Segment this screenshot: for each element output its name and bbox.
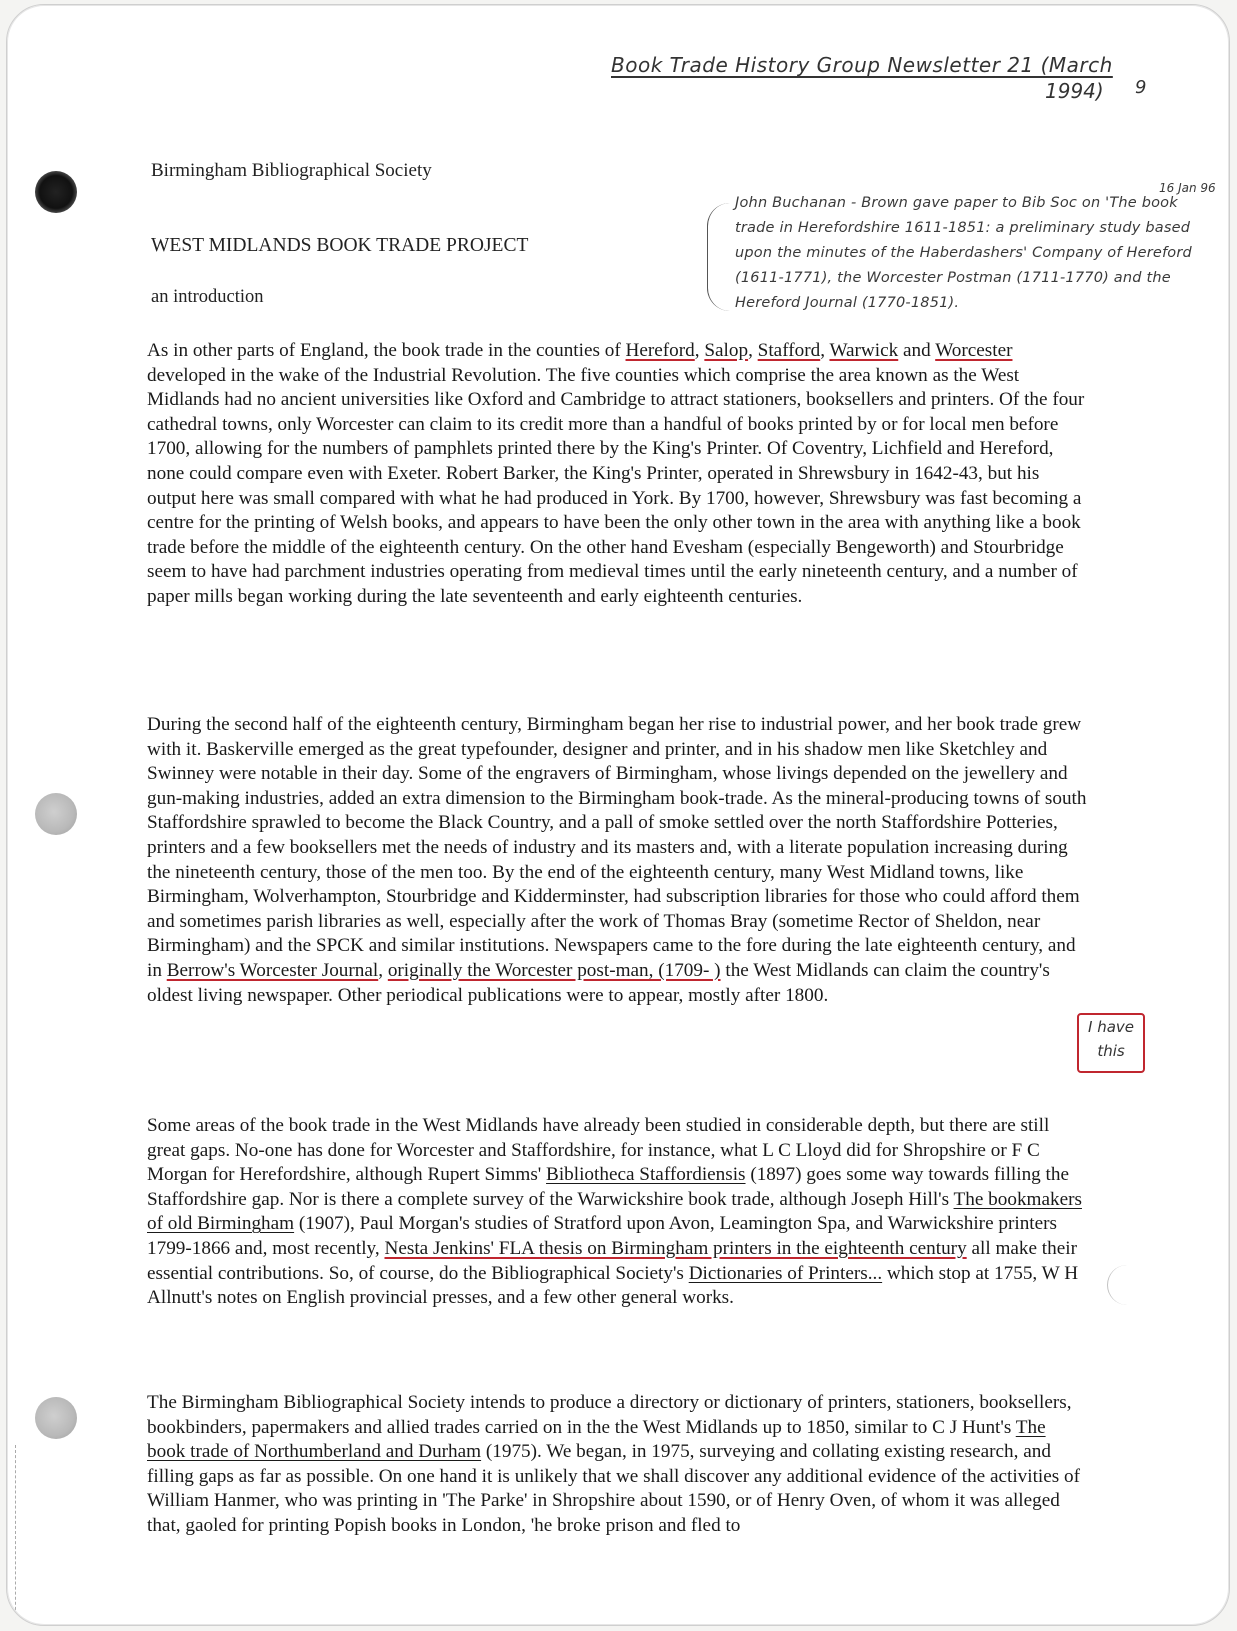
underlined-jenkins-thesis: Nesta Jenkins' FLA thesis on Birmingham printers in the eighteenth century xyxy=(384,1237,967,1259)
text-run: (1975). We began, in 1975, surveying and collating existing research, and filling gaps as far as possible. On one hand it is unlikely that we shall discover any additional evidence of the activities of William Hanmer, who was printing in 'The Parke' in Shropshire about 1590, or of Henry Oven, of whom it was alleged that, gaoled for printing Popish books in London, 'he broke prison and fled to xyxy=(147,1441,1081,1536)
underlined-county-salop: Salop xyxy=(704,340,749,361)
underlined-county-warwick: Warwick xyxy=(829,340,899,361)
underlined-county-hereford: Hereford xyxy=(625,340,695,361)
text-run: developed in the wake of the Industrial Revolution. The five counties which comprise the area known as the West Midlands had no ancient universities like Oxford and Cambridge to attract stationers, booksellers and printers. Of the four cathedral towns, only Worcester can claim to its credit more than a handful of books printed by or for local men before 1700, allowing for the numbers of pamphlets printed there by the King's Printer. Of Coventry, Lichfield and Hereford, none could compare even with Exeter. Robert Barker, the King's Printer, operated in Shrewsbury in 1642-43, but his output here was small compared with what he had produced in York. By 1700, however, Shrewsbury was fast becoming a centre for the printing of Welsh books, and appears to have been the only other town in the area with anything like a book trade before the middle of the eighteenth century. On the other hand Evesham (especially Bengeworth) and Stourbridge seem to have had parchment industries operating from medieval times until the early nineteenth century, and a number of paper mills began working during the late seventeenth and early eighteenth centuries. xyxy=(147,364,1085,607)
handwritten-header-year: 1994) xyxy=(1045,79,1104,103)
subtitle: an introduction xyxy=(151,287,264,307)
handwritten-header xyxy=(611,51,1113,79)
document-page xyxy=(6,4,1230,1626)
punch-hole-bottom xyxy=(35,1397,77,1439)
pencil-mark xyxy=(1107,1265,1134,1305)
title-bibliotheca-staffordiensis: Bibliotheca Staffordiensis xyxy=(546,1164,746,1186)
punch-hole-top xyxy=(35,171,77,213)
text-run: (1907), Paul Morgan's studies of Stratford upon Avon, Leamington Spa, and Warwickshire printers 1799-1866 and, most recently, xyxy=(147,1213,1057,1259)
text-run: During the second half of the eighteenth century, Birmingham began her rise to industrial power, and her book trade grew with it. Baskerville emerged as the great typefounder, designer and printer, and in his shadow men like Sketchley and Swinney were notable in their day. Some of the engravers of Birmingham, whose livings depended on the jewellery and gun-making industries, added an extra dimension to the Birmingham book-trade. As the mineral-producing towns of south Staffordshire sprawled to become the Black Country, and a pall of smoke settled over the north Staffordshire Potteries, printers and a few booksellers met the needs of industry and its masters and, with a literate population increasing during the nineteenth century, those of the men too. By the end of the eighteenth century, many West Midland towns, like Birmingham, Wolverhampton, Stourbridge and Kidderminster, had subscription libraries for those who could afford them and sometimes parish libraries as well, especially after the work of Thomas Bray (sometime Rector of Sheldon, near Birmingham) and the SPCK and similar institutions. Newspapers came to the fore during the late eighteenth century, and in xyxy=(147,714,1087,981)
margin-note-bracket xyxy=(707,203,730,311)
paragraph-1 xyxy=(147,339,1087,610)
text-run: Some areas of the book trade in the West Midlands have already been studied in considerable depth, but there are still great gaps. No-one has done for Worcester and Staffordshire, for instance, what L C Lloyd did for Shropshire or F C Morgan for Herefordshire, although Rupert Simms' xyxy=(147,1115,1050,1186)
paragraph-2 xyxy=(147,713,1087,1008)
text-run: , xyxy=(748,340,758,361)
page-number: 9 xyxy=(1135,77,1147,98)
margin-note-date: 16 Jan 96 xyxy=(1159,181,1216,195)
handwritten-margin-note: John Buchanan - Brown gave paper to Bib Soc on 'The book trade in Herefordshire 1611-1851: a preliminary study based upon the minutes of the Haberdashers' Company of Hereford (1611-1771), the Worcester Postman (1711-1770) and the Hereford Journal (1770-1851). xyxy=(735,195,1192,311)
text-run: (1897) goes some way towards filling the Staffordshire gap. Nor is there a complete survey of the Warwickshire book trade, although Joseph Hill's xyxy=(147,1164,1069,1210)
title-dictionaries-of-printers: Dictionaries of Printers... xyxy=(688,1262,883,1284)
underlined-berrows-journal: Berrow's Worcester Journal xyxy=(166,959,379,981)
page-edge-mark xyxy=(15,1445,20,1625)
text-run: which stop at 1755, W H Allnutt's notes on English provincial presses, and a few other general works. xyxy=(147,1262,1079,1309)
text-run: As in other parts of England, the book trade in the counties of xyxy=(147,340,626,361)
underlined-county-stafford: Stafford xyxy=(757,340,821,361)
title-hunt-book-trade: The book trade of Northumberland and Durham xyxy=(147,1416,1046,1463)
paragraph-3 xyxy=(147,1114,1087,1311)
handwritten-have-this-box: I have this xyxy=(1077,1013,1145,1073)
society-name: Birmingham Bibliographical Society xyxy=(151,160,432,181)
header-line1: Book Trade History Group Newsletter 21 (March xyxy=(611,53,1113,77)
text-run: , xyxy=(820,340,830,361)
underlined-county-worcester: Worcester xyxy=(935,340,1013,361)
text-run: the West Midlands can claim the country's oldest living newspaper. Other periodical publications were to appear, mostly after 1800. xyxy=(147,959,1050,1006)
punch-hole-middle xyxy=(35,793,77,835)
text-run: The Birmingham Bibliographical Society intends to produce a directory or dictionary of printers, stationers, booksellers, bookbinders, papermakers and allied trades carried on in the the West Midlands up to 1850, similar to C J Hunt's xyxy=(147,1392,1072,1438)
text-run: all make their essential contributions. So, of course, do the Bibliographical Society's xyxy=(147,1237,1077,1284)
underlined-worcester-postman: originally the Worcester post-man, (1709- ) xyxy=(387,959,721,981)
project-title: WEST MIDLANDS BOOK TRADE PROJECT xyxy=(151,235,529,256)
text-run: , xyxy=(378,959,388,981)
paragraph-4 xyxy=(147,1391,1087,1539)
title-bookmakers-old-birmingham: The bookmakers of old Birmingham xyxy=(147,1188,1082,1235)
text-run: , xyxy=(694,340,705,361)
text-run: and xyxy=(898,340,936,361)
